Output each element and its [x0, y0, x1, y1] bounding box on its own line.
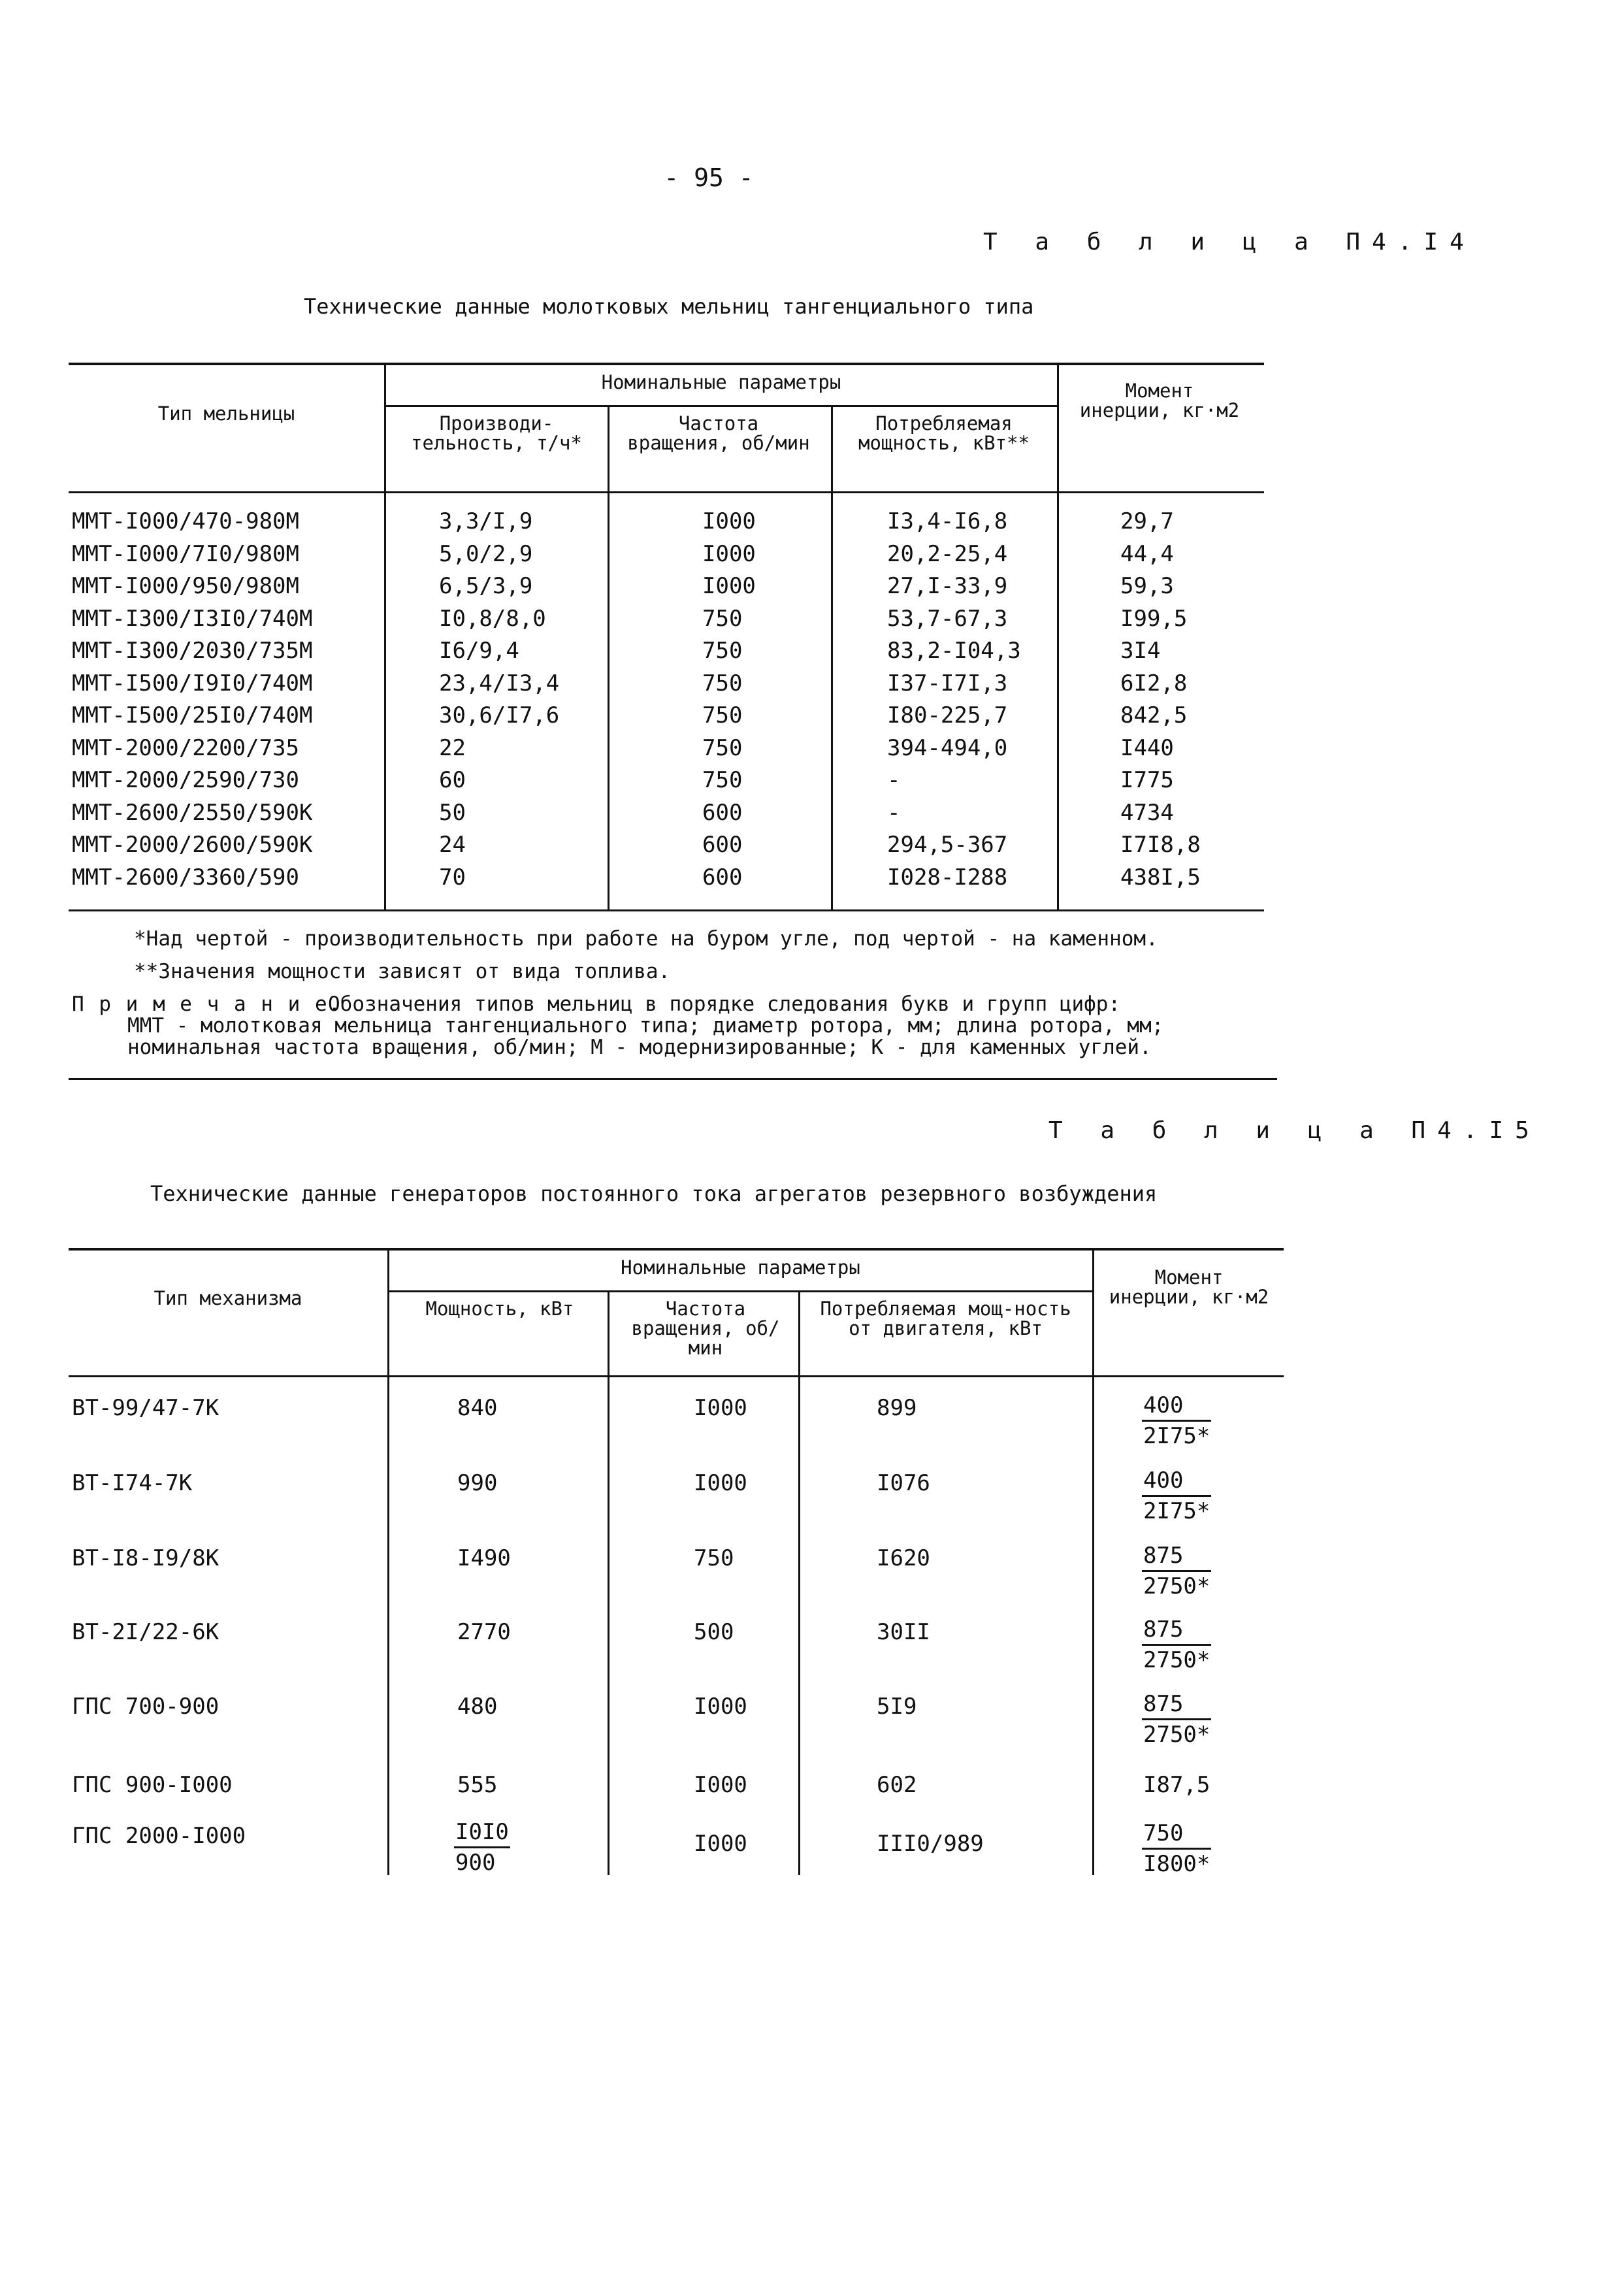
table-15-cell-type: ВТ-I74-7К	[72, 1470, 193, 1496]
table-14-cell-perf: 23,4/I3,4	[439, 670, 560, 696]
table-14-cell-moment: 438I,5	[1120, 864, 1201, 891]
table-15-header-type: Тип механизма	[154, 1287, 302, 1309]
power-numerator: I0I0	[454, 1818, 510, 1848]
table-14-cell-freq: 600	[702, 799, 743, 826]
moment-numerator: 400	[1142, 1391, 1211, 1422]
table-14-cell-power: 20,2-25,4	[887, 540, 1008, 567]
table-14-header-moment: Момент инерции, кг·м2	[1079, 380, 1240, 421]
table-14-cell-perf: 22	[439, 734, 466, 761]
table-14-header-nominal: Номинальные параметры	[601, 371, 841, 393]
table-14-cell-perf: I0,8/8,0	[439, 605, 546, 632]
table-14-cell-perf: 70	[439, 864, 466, 891]
table-15-cell-freq: I000	[694, 1693, 747, 1720]
table-14-nominal-rule	[385, 405, 1058, 407]
moment-numerator: 875	[1142, 1615, 1211, 1646]
table-14-header-type: Тип мельницы	[157, 402, 295, 425]
table-14-cell-perf: 6,5/3,9	[439, 573, 533, 599]
table-14-title: Технические данные молотковых мельниц тангенциального типа	[304, 294, 1034, 319]
table-15-cell-type: ВТ-99/47-7К	[72, 1395, 219, 1421]
table-14-cell-perf: 50	[439, 799, 466, 826]
table-15-header-freq: Частота вращения, об/мин	[631, 1298, 780, 1359]
table-14-cell-type: ММТ-2600/2550/590К	[72, 799, 313, 826]
table-14-vline-1	[384, 364, 386, 911]
moment-numerator: 875	[1142, 1690, 1211, 1720]
table-14-cell-moment: 59,3	[1120, 573, 1174, 599]
table-14-cell-type: ММТ-2600/3360/590	[72, 864, 299, 891]
table-15-cell-moment-fraction	[1142, 1690, 1211, 1749]
table-15-cell-type: ГПС 2000-I000	[72, 1823, 246, 1849]
table-15-cell-freq: I000	[694, 1772, 747, 1798]
table-15-cell-moment-fraction	[1142, 1541, 1211, 1601]
table-14-cell-power: 53,7-67,3	[887, 605, 1008, 632]
table-15-cell-moment-fraction	[1142, 1391, 1211, 1450]
table-14-header-perf: Производи-тельность, т/ч*	[411, 412, 582, 454]
table-14-cell-freq: 750	[702, 734, 743, 761]
table-15-cell-type: ГПС 900-I000	[72, 1772, 233, 1798]
table-14-cell-type: ММТ-I000/7I0/980М	[72, 540, 299, 567]
table-14-note-label: П р и м е ч а н и е.	[72, 992, 342, 1016]
moment-denominator: 2750*	[1143, 1573, 1210, 1599]
table-14-cell-freq: 750	[702, 767, 743, 793]
table-15-cell-moment-fraction	[1142, 1819, 1211, 1878]
table-15-cell-freq: I000	[694, 1395, 747, 1421]
table-14-cell-power: I028-I288	[887, 864, 1008, 891]
table-14-cell-power: 83,2-I04,3	[887, 638, 1021, 664]
table-14-cell-type: ММТ-I000/950/980М	[72, 573, 299, 599]
table-15-caption: Т а б л и ц а П4.I5	[1048, 1117, 1541, 1144]
table-15-header-consumed: Потребляемая мощ-ность от двигателя, кВт	[820, 1298, 1071, 1339]
table-14-cell-freq: 750	[702, 605, 743, 632]
table-14-cell-moment: I7I8,8	[1120, 832, 1201, 858]
table-14-top-rule	[69, 363, 1264, 365]
table-14-cell-power: I37-I7I,3	[887, 670, 1008, 696]
table-14-header-freq: Частота вращения, об/мин	[627, 412, 810, 454]
table-15-cell-consumed: 5I9	[877, 1693, 917, 1720]
moment-numerator: 875	[1142, 1541, 1211, 1572]
moment-denominator: 2I75*	[1143, 1498, 1210, 1524]
table-14-cell-type: ММТ-I500/25I0/740М	[72, 702, 313, 728]
table-14-cell-type: ММТ-I300/I3I0/740М	[72, 605, 313, 632]
table-14-cell-moment: 3I4	[1120, 638, 1161, 664]
table-14-cell-moment: 842,5	[1120, 702, 1188, 728]
table-15-cell-power: 480	[457, 1693, 498, 1720]
table-14-cell-moment: 4734	[1120, 799, 1174, 826]
table-15-cell-type: ВТ-I8-I9/8К	[72, 1545, 219, 1571]
table-15-nominal-rule	[389, 1290, 1094, 1292]
table-14-cell-power: -	[887, 799, 901, 826]
table-15-cell-moment-fraction	[1142, 1615, 1211, 1675]
moment-denominator: 2750*	[1143, 1647, 1210, 1673]
table-15-cell-consumed: 602	[877, 1772, 917, 1798]
table-14-cell-power: 394-494,0	[887, 734, 1008, 761]
power-denominator: 900	[455, 1850, 496, 1876]
table-15-cell-freq: 500	[694, 1619, 734, 1645]
table-14-header-rule	[69, 491, 1264, 493]
table-15-cell-type: ГПС 700-900	[72, 1693, 219, 1720]
table-14-note-line-2: ММТ - молотковая мельница тангенциального типа; диаметр ротора, мм; длина ротора, мм;	[127, 1014, 1164, 1038]
table-15-header-nominal: Номинальные параметры	[621, 1256, 860, 1279]
moment-numerator: 400	[1142, 1466, 1211, 1497]
table-15-vline-1	[387, 1249, 389, 1875]
table-15-cell-type: ВТ-2I/22-6К	[72, 1619, 219, 1645]
table-14-cell-power: I3,4-I6,8	[887, 508, 1008, 534]
table-14-note-line-3: номинальная частота вращения, об/мин; М - модернизированные; К - для каменных углей.	[127, 1036, 1152, 1059]
table-14-cell-freq: 750	[702, 670, 743, 696]
moment-denominator: I800*	[1143, 1851, 1210, 1877]
table-15-vline-3	[798, 1292, 800, 1875]
table-14-footnote-1: *Над чертой - производительность при работе на буром угле, под чертой - на каменном.	[134, 927, 1158, 951]
table-15-header-rule	[69, 1375, 1284, 1377]
table-14-header-power: Потребляемая мощность, кВт**	[858, 412, 1030, 454]
table-14-cell-perf: 3,3/I,9	[439, 508, 533, 534]
table-15-cell-moment: I87,5	[1143, 1772, 1210, 1798]
moment-numerator: 750	[1142, 1819, 1211, 1850]
table-14-vline-2	[608, 406, 609, 911]
table-14-footnote-2: **Значения мощности зависят от вида топлива.	[134, 960, 671, 983]
table-14-caption: Т а б л и ц а П4.I4	[983, 229, 1476, 255]
table-14-cell-freq: 600	[702, 832, 743, 858]
table-14-cell-freq: 750	[702, 638, 743, 664]
table-15-vline-4	[1092, 1249, 1094, 1875]
table-15-cell-freq: I000	[694, 1470, 747, 1496]
table-15-cell-power: 840	[457, 1395, 498, 1421]
table-14-cell-perf: 30,6/I7,6	[439, 702, 560, 728]
table-14-cell-type: ММТ-2000/2600/590К	[72, 832, 313, 858]
table-14-note-line-1: Обозначения типов мельниц в порядке следования букв и групп цифр:	[328, 992, 1121, 1016]
table-14-cell-power: -	[887, 767, 901, 793]
table-15-title: Технические данные генераторов постоянного тока агрегатов резервного возбуждения	[150, 1181, 1158, 1206]
table-15-cell-power: 555	[457, 1772, 498, 1798]
table-14-cell-type: ММТ-I300/2030/735М	[72, 638, 313, 664]
table-14-note-rule	[69, 1078, 1277, 1080]
table-14-cell-perf: 5,0/2,9	[439, 540, 533, 567]
table-15-top-rule	[69, 1248, 1284, 1251]
table-15-cell-consumed: 30II	[877, 1619, 930, 1645]
table-14-cell-type: ММТ-2000/2590/730	[72, 767, 299, 793]
table-14-cell-perf: I6/9,4	[439, 638, 519, 664]
table-14-cell-power: I80-225,7	[887, 702, 1008, 728]
table-14-cell-type: ММТ-I000/470-980М	[72, 508, 299, 534]
table-15-header-power: Мощность, кВт	[425, 1298, 574, 1320]
table-15-cell-power: I490	[457, 1545, 511, 1571]
table-14-vline-4	[1057, 364, 1059, 911]
table-14-cell-type: ММТ-I500/I9I0/740М	[72, 670, 313, 696]
table-15-cell-power-fraction	[454, 1818, 510, 1877]
table-15-cell-freq: 750	[694, 1545, 734, 1571]
table-15-cell-consumed: I620	[877, 1545, 930, 1571]
table-14-cell-freq: I000	[702, 508, 756, 534]
table-15-cell-power: 2770	[457, 1619, 511, 1645]
table-14-cell-power: 27,I-33,9	[887, 573, 1008, 599]
table-14-cell-moment: I775	[1120, 767, 1174, 793]
table-14-cell-power: 294,5-367	[887, 832, 1008, 858]
table-14-cell-moment: I99,5	[1120, 605, 1188, 632]
table-14-cell-freq: I000	[702, 540, 756, 567]
table-14-cell-moment: 29,7	[1120, 508, 1174, 534]
table-14-cell-freq: 600	[702, 864, 743, 891]
moment-denominator: 2750*	[1143, 1722, 1210, 1748]
page-number: - 95 -	[664, 163, 754, 192]
table-15-vline-2	[608, 1292, 609, 1875]
table-14-cell-perf: 24	[439, 832, 466, 858]
table-15-cell-moment-fraction	[1142, 1466, 1211, 1526]
table-14-cell-moment: I440	[1120, 734, 1174, 761]
table-14-cell-freq: 750	[702, 702, 743, 728]
table-14-cell-type: ММТ-2000/2200/735	[72, 734, 299, 761]
table-14-bottom-rule	[69, 909, 1264, 911]
table-14-cell-moment: 6I2,8	[1120, 670, 1188, 696]
table-14-vline-3	[831, 406, 833, 911]
table-14-cell-freq: I000	[702, 573, 756, 599]
table-15-cell-consumed: 899	[877, 1395, 917, 1421]
table-14-cell-moment: 44,4	[1120, 540, 1174, 567]
moment-denominator: 2I75*	[1143, 1423, 1210, 1449]
table-14-cell-perf: 60	[439, 767, 466, 793]
table-15-cell-consumed: III0/989	[877, 1831, 984, 1857]
table-15-cell-power: 990	[457, 1470, 498, 1496]
table-15-cell-freq: I000	[694, 1831, 747, 1857]
table-15-cell-consumed: I076	[877, 1470, 930, 1496]
table-15-header-moment: Момент инерции, кг·м2	[1109, 1266, 1269, 1308]
